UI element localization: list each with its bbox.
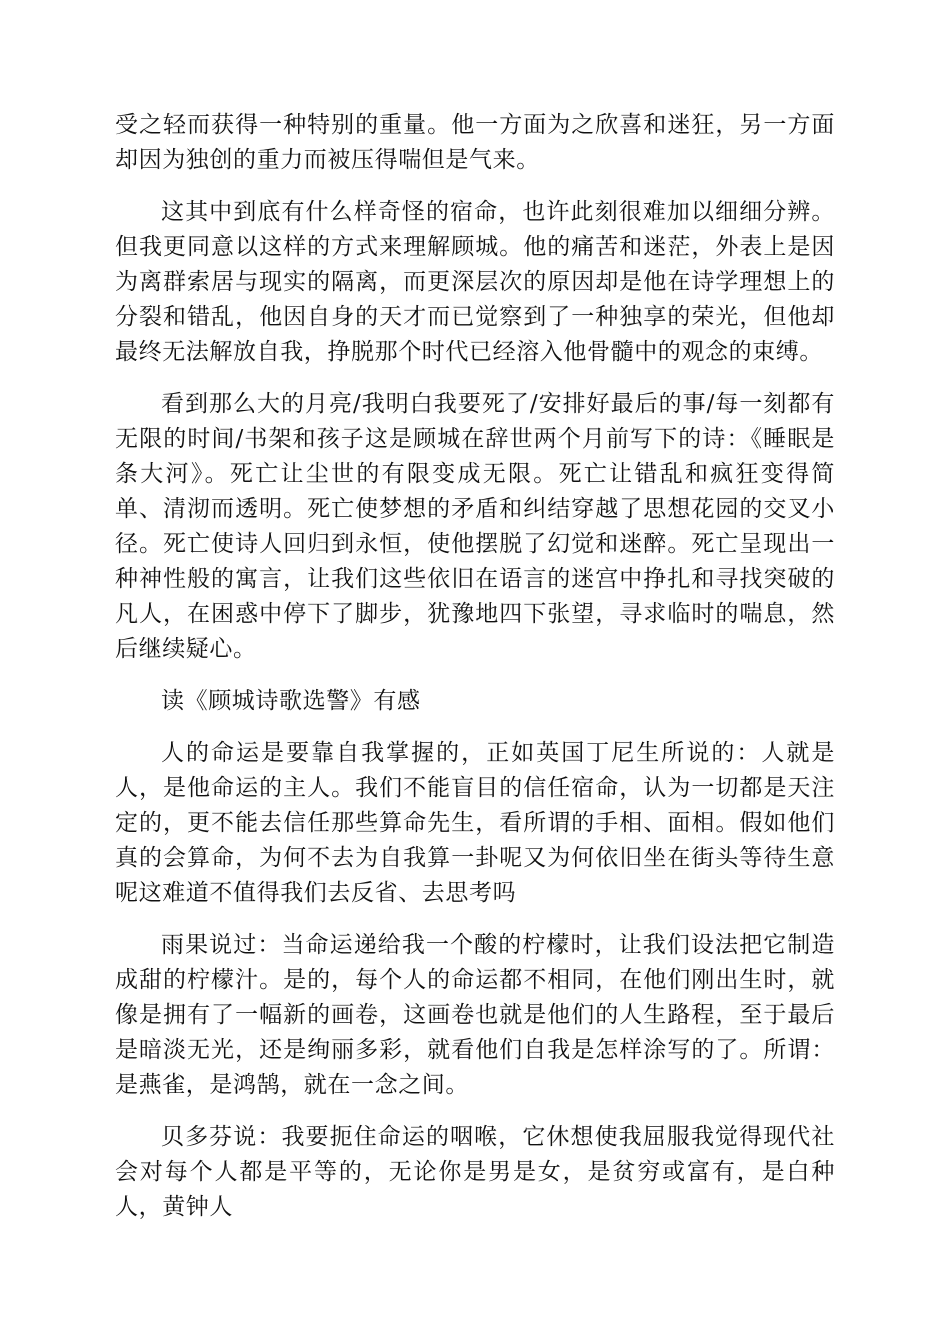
- paragraph-6: 贝多芬说：我要扼住命运的咽喉，它休想使我屈服我觉得现代社会对每个人都是平等的，无论你是男是女，是贫穷或富有，是白种人，黄钟人: [115, 1124, 835, 1220]
- section-heading: 读《顾城诗歌选警》有感: [161, 688, 421, 714]
- paragraph-2: 这其中到底有什么样奇怪的宿命，也许此刻很难加以细细分辨。但我更同意以这样的方式来理解顾城。他的痛苦和迷茫，外表上是因为离群索居与现实的隔离，而更深层次的原因却是他在诗学理想上的分裂和错乱，他因自身的天才而已觉察到了一种独享的荣光，但他却最终无法解放自我，挣脱那个时代已经溶入他骨髓中的观念的束缚。: [115, 199, 835, 365]
- paragraph-4: 人的命运是要靠自我掌握的，正如英国丁尼生所说的：人就是人，是他命运的主人。我们不能盲目的信任宿命，认为一切都是天注定的，更不能去信任那些算命先生，看所谓的手相、面相。假如他们真的会算命，为何不去为自我算一卦呢又为何依旧坐在街头等待生意呢这难道不值得我们去反省、去思考吗: [115, 740, 835, 906]
- paragraph-1: 受之轻而获得一种特别的重量。他一方面为之欣喜和迷狂，另一方面却因为独创的重力而被压得喘但是气来。: [115, 112, 835, 173]
- paragraph-5: 雨果说过：当命运递给我一个酸的柠檬时，让我们设法把它制造成甜的柠檬汁。是的，每个人的命运都不相同，在他们刚出生时，就像是拥有了一幅新的画卷，这画卷也就是他们的人生路程，至于最后是暗淡无光，还是绚丽多彩，就看他们自我是怎样涂写的了。所谓：是燕雀，是鸿鹄，就在一念之间。: [115, 932, 835, 1098]
- document-body: [115, 108, 835, 1242]
- paragraph-3: 看到那么大的月亮/我明白我要死了/安排好最后的事/每一刻都有无限的时间/书架和孩子这是顾城在辞世两个月前写下的诗：《睡眠是条大河》。死亡让尘世的有限变成无限。死亡让错乱和疯狂变得简单、清沏而透明。死亡使梦想的矛盾和纠结穿越了思想花园的交叉小径。死亡使诗人回归到永恒，使他摆脱了幻觉和迷醉。死亡呈现出一种神性般的寓言，让我们这些依旧在语言的迷宫中挣扎和寻找突破的凡人，在困惑中停下了脚步，犹豫地四下张望，寻求临时的喘息，然后继续疑心。: [115, 391, 835, 662]
